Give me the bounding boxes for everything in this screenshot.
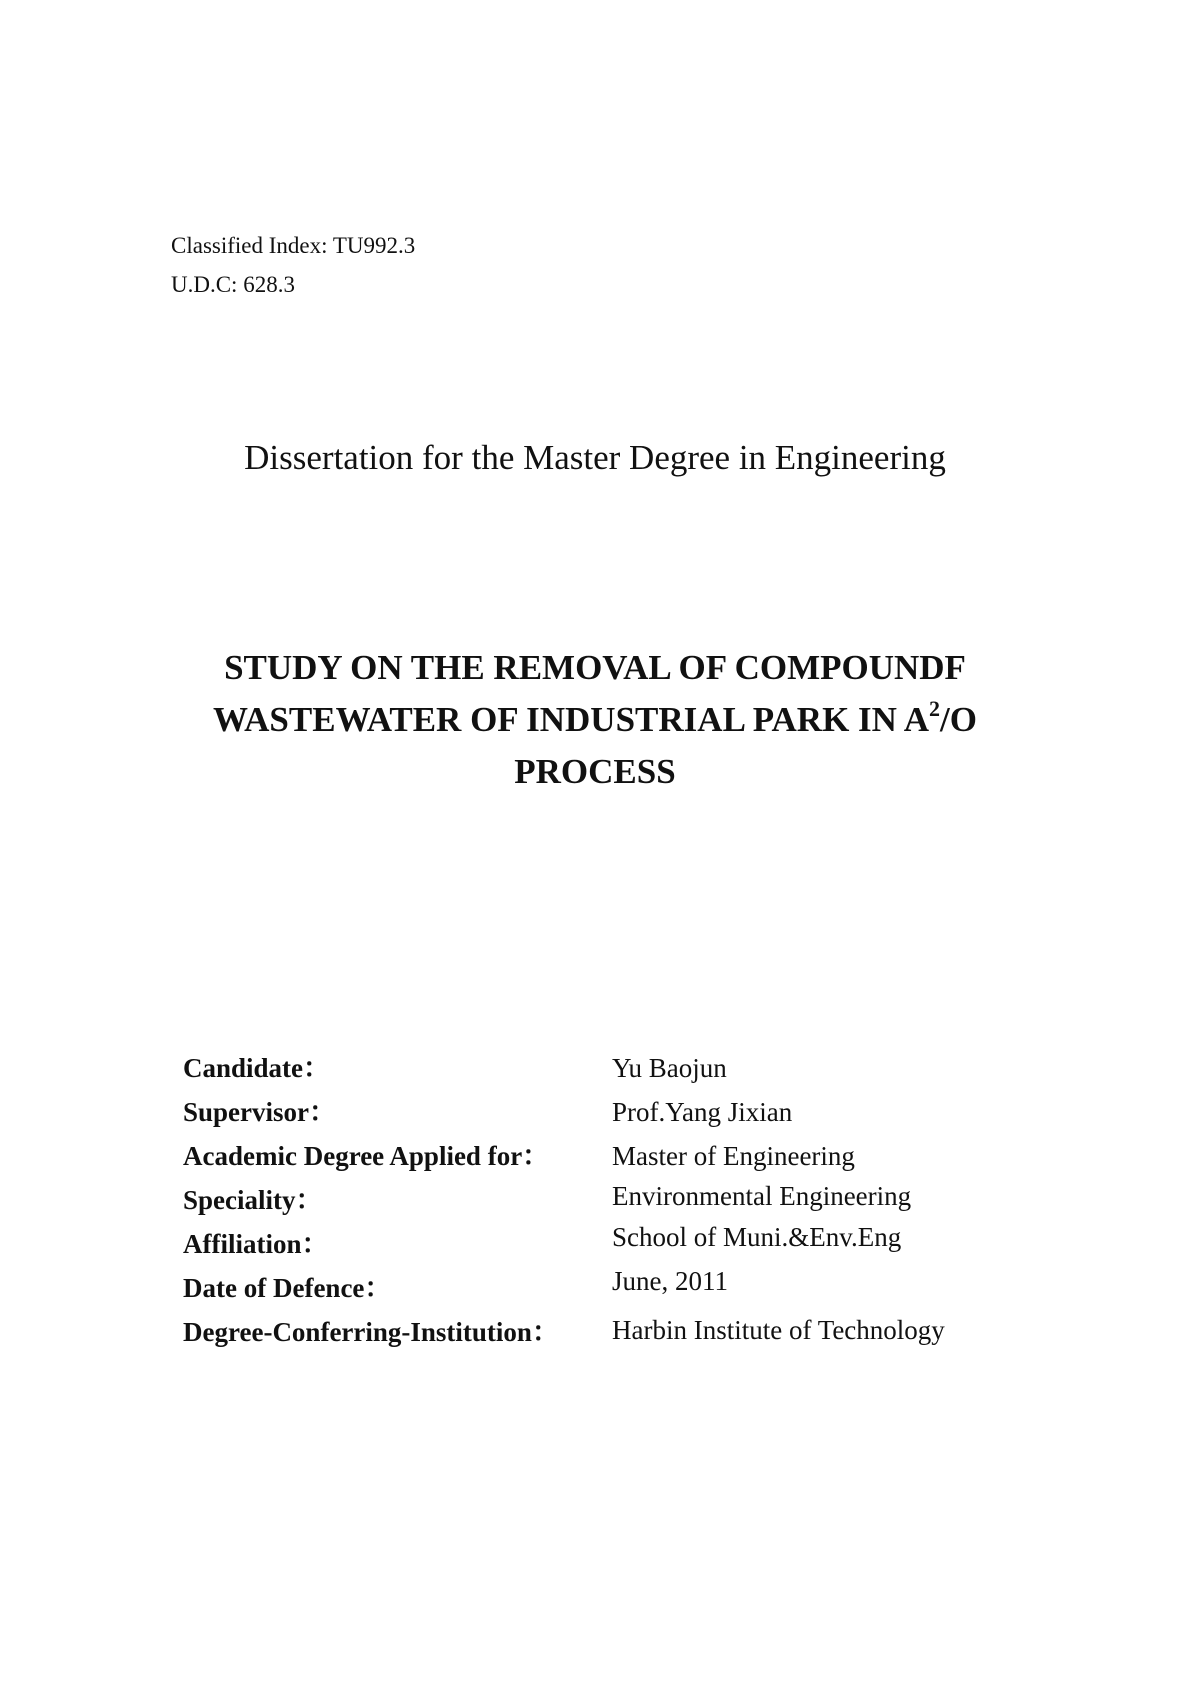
title-line-1: STUDY ON THE REMOVAL OF COMPOUNDF	[224, 648, 966, 687]
title-line-2	[0, 694, 1190, 746]
candidate-label: Candidate：	[183, 1053, 331, 1083]
institution-value: Harbin Institute of Technology	[612, 1315, 945, 1345]
classified-index: Classified Index: TU992.3	[171, 233, 416, 258]
defence-date-value: June, 2011	[612, 1266, 728, 1296]
supervisor-value: Prof.Yang Jixian	[612, 1097, 793, 1127]
udc-code: U.D.C: 628.3	[171, 272, 295, 297]
classification-block	[171, 226, 415, 304]
title-line-2-prefix: WASTEWATER OF INDUSTRIAL PARK IN A	[213, 700, 930, 739]
degree-value: Master of Engineering	[612, 1141, 855, 1171]
candidate-value: Yu Baojun	[612, 1053, 727, 1083]
affiliation-value: School of Muni.&Env.Eng	[612, 1222, 902, 1252]
title-superscript: 2	[929, 696, 941, 722]
speciality-value: Environmental Engineering	[612, 1181, 912, 1211]
affiliation-label: Affiliation：	[183, 1229, 329, 1259]
title-line-2-suffix: /O	[940, 700, 977, 739]
degree-label: Academic Degree Applied for：	[183, 1141, 550, 1171]
thesis-title	[0, 642, 1190, 798]
defence-date-label: Date of Defence：	[183, 1273, 392, 1303]
institution-label: Degree-Conferring-Institution：	[183, 1317, 559, 1347]
supervisor-label: Supervisor：	[183, 1097, 337, 1127]
dissertation-subtitle: Dissertation for the Master Degree in Engineering	[244, 438, 946, 477]
speciality-label: Speciality：	[183, 1185, 323, 1215]
title-line-3: PROCESS	[514, 752, 676, 791]
